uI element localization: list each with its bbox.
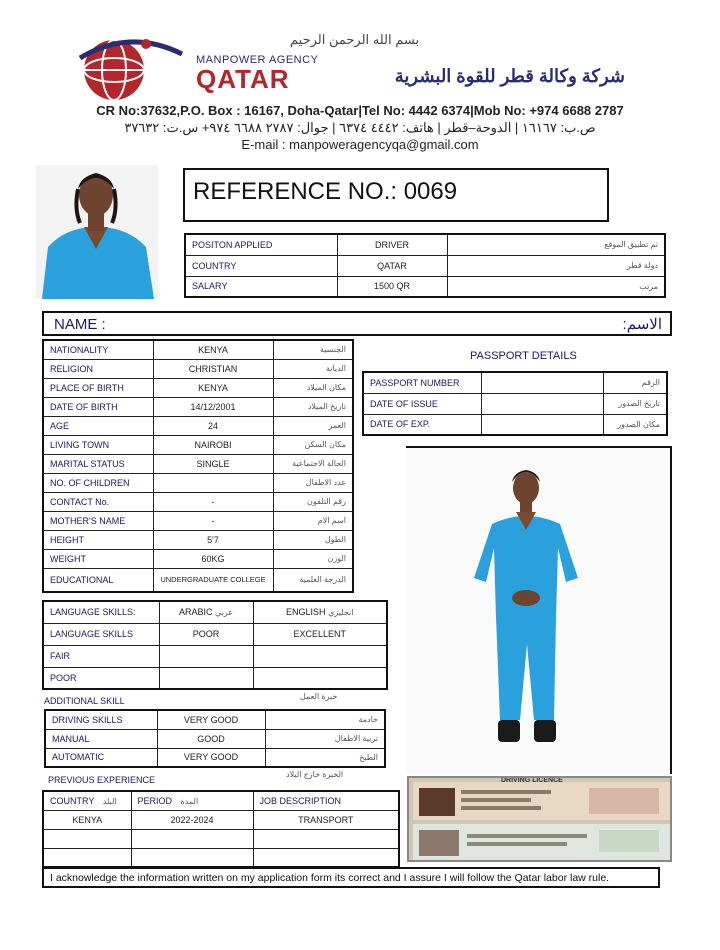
personal-label: NO. OF CHILDREN — [43, 473, 153, 492]
agency-name-arabic: شركة وكالة قطر للقوة البشرية — [394, 66, 625, 86]
table-row — [43, 829, 399, 848]
licence-title: DRIVING LICENCE — [501, 777, 563, 784]
exp-job — [253, 848, 399, 867]
table-row — [43, 340, 353, 359]
table-row — [43, 454, 353, 473]
table-row — [43, 810, 399, 829]
language-row-english — [253, 645, 387, 667]
exp-job-header: JOB DESCRIPTION — [253, 791, 399, 810]
agency-logo — [70, 32, 190, 100]
skill-label: DRIVING SKILLS — [45, 710, 157, 729]
table-row — [43, 511, 353, 530]
personal-ar: الحالة الاجتماعية — [273, 454, 353, 473]
date-of-issue-value — [481, 393, 603, 414]
table-row — [45, 748, 385, 767]
contact-line-en: CR No:37632,P.O. Box : 16167, Doha-Qatar|Tel No: 4442 6374|Mob No: +974 6688 2787 — [96, 103, 624, 118]
country-ar: دولة قطر — [447, 255, 665, 276]
personal-value: 60KG — [153, 549, 273, 568]
reference-box — [183, 168, 609, 222]
skill-value: VERY GOOD — [157, 748, 265, 767]
passport-number-label: PASSPORT NUMBER — [363, 372, 481, 393]
table-row — [43, 549, 353, 568]
personal-ar: اسم الام — [273, 511, 353, 530]
english-header — [253, 601, 387, 623]
personal-ar: عدد الاطفال — [273, 473, 353, 492]
agency-name-small: MANPOWER AGENCY — [196, 54, 319, 66]
table-row — [43, 568, 353, 592]
exp-country: KENYA — [43, 810, 131, 829]
table-row — [363, 393, 667, 414]
declaration-text: I acknowledge the information written on my application form its correct and I assure I will follow the Qatar labor law rule. — [50, 872, 610, 884]
personal-label: EDUCATIONAL — [43, 568, 153, 592]
reference-number: REFERENCE NO.: 0069 — [193, 178, 458, 205]
personal-ar: العمر — [273, 416, 353, 435]
position-value: DRIVER — [337, 234, 447, 255]
skill-value: GOOD — [157, 729, 265, 748]
personal-ar: رقم التلفون — [273, 492, 353, 511]
date-of-exp-value — [481, 414, 603, 435]
skill-value: VERY GOOD — [157, 710, 265, 729]
personal-value — [153, 473, 273, 492]
date-of-issue-ar: تاريخ الصدور — [603, 393, 667, 414]
personal-label: WEIGHT — [43, 549, 153, 568]
table-row — [363, 414, 667, 435]
skill-ar: تربية الاطفال — [265, 729, 385, 748]
skill-ar: خادمة — [265, 710, 385, 729]
table-row — [43, 359, 353, 378]
language-row-arabic — [159, 645, 253, 667]
personal-label: HEIGHT — [43, 530, 153, 549]
table-row — [43, 623, 387, 645]
table-row — [43, 530, 353, 549]
contact-line-ar: ص.ب: ١٦١٦٧ | الدوحة–قطر | هاتف: ٤٤٤٢ ٦٣٧٤ | جوال: ٢٧٨٧ ٦٦٨٨ ٩٧٤+ س.ت: ٣٧٦٣٢ — [124, 120, 596, 135]
personal-label: MARITAL STATUS — [43, 454, 153, 473]
personal-ar: مكان السكن — [273, 435, 353, 454]
personal-label: DATE OF BIRTH — [43, 397, 153, 416]
table-row — [43, 378, 353, 397]
personal-ar: الطول — [273, 530, 353, 549]
personal-ar: الجنسية — [273, 340, 353, 359]
personal-label: PLACE OF BIRTH — [43, 378, 153, 397]
passport-number-ar: الرقم — [603, 372, 667, 393]
table-row — [185, 276, 665, 297]
language-skills-header: LANGUAGE SKILLS: — [43, 601, 159, 623]
table-row — [43, 791, 399, 810]
table-row — [43, 473, 353, 492]
date-of-exp-label: DATE OF EXP. — [363, 414, 481, 435]
personal-value: 14/12/2001 — [153, 397, 273, 416]
table-row — [43, 416, 353, 435]
country-value: QATAR — [337, 255, 447, 276]
agency-name-big: QATAR — [196, 64, 290, 94]
salary-ar: مرتب — [447, 276, 665, 297]
english-header-en: ENGLISH — [286, 607, 326, 618]
arabic-header-en: ARABIC — [178, 607, 213, 618]
personal-value: KENYA — [153, 378, 273, 397]
english-header-ar: انجليزي — [328, 608, 354, 618]
table-row — [363, 372, 667, 393]
personal-ar: الوزن — [273, 549, 353, 568]
language-row-label: LANGUAGE SKILLS — [43, 623, 159, 645]
personal-value: 24 — [153, 416, 273, 435]
position-ar: تم تطبيق الموقع — [447, 234, 665, 255]
table-row — [45, 729, 385, 748]
exp-country — [43, 848, 131, 867]
personal-ar: تاريخ الميلاد — [273, 397, 353, 416]
personal-label: RELIGION — [43, 359, 153, 378]
exp-job — [253, 829, 399, 848]
driving-licence-image — [407, 776, 672, 862]
exp-period-header-en: PERIOD — [137, 795, 173, 806]
language-row-label: FAIR — [43, 645, 159, 667]
experience-ar: الخبرة خارج البلاد — [286, 770, 344, 779]
additional-skill-ar: خبرة العمل — [300, 692, 338, 701]
experience-label: PREVIOUS EXPERIENCE — [48, 775, 156, 785]
salary-label: SALARY — [185, 276, 337, 297]
arabic-header — [159, 601, 253, 623]
candidate-head-photo — [36, 165, 158, 299]
language-row-arabic — [159, 667, 253, 689]
exp-period-header — [131, 791, 253, 810]
experience-table — [42, 790, 400, 868]
personal-value: NAIROBI — [153, 435, 273, 454]
table-row — [43, 397, 353, 416]
language-row-english — [253, 667, 387, 689]
personal-label: AGE — [43, 416, 153, 435]
skill-label: MANUAL — [45, 729, 157, 748]
passport-title: PASSPORT DETAILS — [470, 350, 577, 362]
name-label-ar: الاسم: — [622, 316, 662, 333]
position-table — [184, 233, 666, 298]
exp-period — [131, 848, 253, 867]
email-line: E-mail : manpoweragencyqa@gmail.com — [241, 137, 479, 152]
passport-table — [362, 371, 668, 436]
name-bar — [42, 311, 672, 336]
date-of-exp-ar: مكان الصدور — [603, 414, 667, 435]
table-row — [43, 492, 353, 511]
additional-skill-label: ADDITIONAL SKILL — [44, 696, 125, 706]
table-row — [43, 601, 387, 623]
exp-country — [43, 829, 131, 848]
passport-number-value — [481, 372, 603, 393]
table-row — [43, 645, 387, 667]
personal-value: - — [153, 492, 273, 511]
table-row — [43, 848, 399, 867]
personal-label: LIVING TOWN — [43, 435, 153, 454]
personal-ar: مكان الميلاد — [273, 378, 353, 397]
candidate-full-photo — [406, 446, 672, 774]
personal-value: UNDERGRADUATE COLLEGE — [153, 568, 273, 592]
exp-country-header-en: COUNTRY — [50, 795, 95, 806]
exp-period-header-ar: المدة — [180, 796, 199, 806]
declaration-box — [42, 867, 660, 888]
additional-table — [44, 709, 386, 768]
table-row — [45, 710, 385, 729]
salary-value: 1500 QR — [337, 276, 447, 297]
personal-label: NATIONALITY — [43, 340, 153, 359]
exp-country-header — [43, 791, 131, 810]
exp-period: 2022-2024 — [131, 810, 253, 829]
position-label: POSITON APPLIED — [185, 234, 337, 255]
bismillah: بسم الله الرحمن الرحيم — [290, 32, 420, 47]
personal-label: CONTACT No. — [43, 492, 153, 511]
personal-table — [42, 339, 354, 593]
language-row-english: EXCELLENT — [253, 623, 387, 645]
exp-job: TRANSPORT — [253, 810, 399, 829]
table-row — [185, 234, 665, 255]
table-row — [185, 255, 665, 276]
personal-value: 5'7 — [153, 530, 273, 549]
language-row-label: POOR — [43, 667, 159, 689]
language-table — [42, 600, 388, 690]
table-row — [43, 667, 387, 689]
exp-period — [131, 829, 253, 848]
personal-value: KENYA — [153, 340, 273, 359]
personal-label: MOTHER'S NAME — [43, 511, 153, 530]
skill-label: AUTOMATIC — [45, 748, 157, 767]
date-of-issue-label: DATE OF ISSUE — [363, 393, 481, 414]
personal-ar: الدرجة العلمية — [273, 568, 353, 592]
arabic-header-ar: عربي — [214, 608, 234, 618]
exp-country-header-ar: البلد — [102, 796, 117, 806]
country-label: COUNTRY — [185, 255, 337, 276]
name-label: NAME : — [54, 316, 106, 333]
personal-value: SINGLE — [153, 454, 273, 473]
table-row — [43, 435, 353, 454]
personal-value: CHRISTIAN — [153, 359, 273, 378]
skill-ar: الطبخ — [265, 748, 385, 767]
language-row-arabic: POOR — [159, 623, 253, 645]
personal-value: - — [153, 511, 273, 530]
personal-ar: الديانة — [273, 359, 353, 378]
